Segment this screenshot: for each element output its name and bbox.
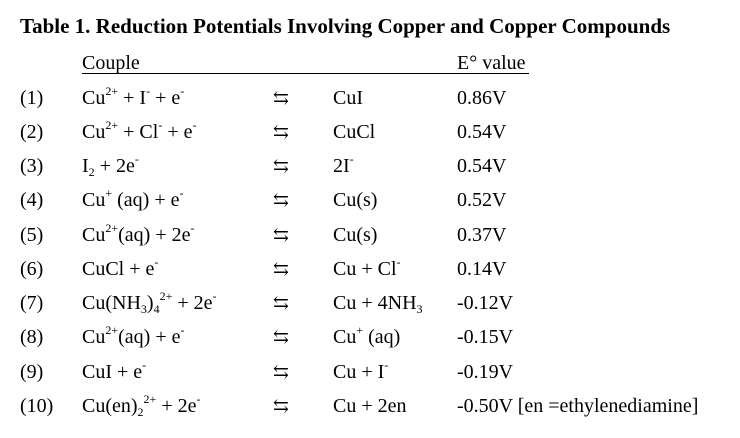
table-row xyxy=(0,323,740,360)
couple-oxidized-side: $Cu(NH_3)_4^{2+} + 2e^-$ xyxy=(82,289,217,316)
equilibrium-arrow-icon: ⇆ xyxy=(273,327,289,348)
table-row xyxy=(0,186,740,223)
row-number: (7) xyxy=(20,292,44,314)
couple-reduced-side: CuI xyxy=(333,87,363,109)
couple-oxidized-side: $I_2 + 2e^-$ xyxy=(82,152,139,179)
e-value: -0.15V xyxy=(457,326,514,348)
header-couple: Couple xyxy=(82,52,140,74)
couple-oxidized-side: $Cu^{2+}(aq) + 2e^-$ xyxy=(82,221,195,246)
row-number: (1) xyxy=(20,87,44,109)
e-value: -0.19V xyxy=(457,361,514,383)
couple-reduced-side: $Cu + 4NH_3$ xyxy=(333,292,423,316)
e-value: 0.86V xyxy=(457,87,507,109)
couple-oxidized-side: $Cu^{2+}(aq) + e^-$ xyxy=(82,323,185,348)
couple-oxidized-side: $Cu(en)_2^{2+} + 2e^-$ xyxy=(82,392,201,419)
couple-reduced-side: Cu(s) xyxy=(333,224,378,246)
table-title: Table 1. Reduction Potentials Involving Copper and Copper Compounds xyxy=(20,14,671,38)
table-row xyxy=(0,221,740,258)
table-row xyxy=(0,358,740,395)
equilibrium-arrow-icon: ⇆ xyxy=(273,396,289,417)
couple-reduced-side: Cu + Cl- xyxy=(333,255,401,280)
couple-reduced-side: 2I- xyxy=(333,152,354,177)
row-number: (10) xyxy=(20,395,54,417)
equilibrium-arrow-icon: ⇆ xyxy=(273,259,289,280)
e-value: 0.37V xyxy=(457,224,507,246)
equilibrium-arrow-icon: ⇆ xyxy=(273,122,289,143)
equilibrium-arrow-icon: ⇆ xyxy=(273,156,289,177)
e-value: 0.14V xyxy=(457,258,507,280)
couple-oxidized-side: Cu+ (aq) + e- xyxy=(82,186,184,211)
couple-reduced-side: Cu(s) xyxy=(333,189,378,211)
couple-reduced-side: Cu+ (aq) xyxy=(333,323,401,348)
row-number: (2) xyxy=(20,121,44,143)
table-row xyxy=(0,255,740,292)
couple-oxidized-side: CuCl + e- xyxy=(82,255,159,280)
row-number: (3) xyxy=(20,155,44,177)
couple-reduced-side: Cu + I- xyxy=(333,358,389,383)
couple-oxidized-side: $Cu^{2+} + I^- + e^-$ xyxy=(82,84,185,109)
couple-reduced-side: CuCl xyxy=(333,121,376,143)
table-row xyxy=(0,118,740,155)
e-value: 0.52V xyxy=(457,189,507,211)
couple-reduced-side: Cu + 2en xyxy=(333,395,407,417)
e-value: -0.50V [en =ethylenediamine] xyxy=(457,395,699,417)
table-row xyxy=(0,84,740,121)
e-value: 0.54V xyxy=(457,155,507,177)
equilibrium-arrow-icon: ⇆ xyxy=(273,225,289,246)
equilibrium-arrow-icon: ⇆ xyxy=(273,190,289,211)
equilibrium-arrow-icon: ⇆ xyxy=(273,362,289,383)
e-value: -0.12V xyxy=(457,292,514,314)
row-number: (9) xyxy=(20,361,44,383)
e-value: 0.54V xyxy=(457,121,507,143)
couple-oxidized-side: $Cu^{2+} + Cl^- + e^-$ xyxy=(82,118,197,143)
row-number: (4) xyxy=(20,189,44,211)
couple-oxidized-side: CuI + e- xyxy=(82,358,147,383)
equilibrium-arrow-icon: ⇆ xyxy=(273,293,289,314)
header-rule xyxy=(82,73,529,74)
equilibrium-arrow-icon: ⇆ xyxy=(273,88,289,109)
table-row xyxy=(0,289,740,326)
table-row xyxy=(0,392,740,429)
row-number: (6) xyxy=(20,258,44,280)
header-e-value: E° value xyxy=(457,52,526,74)
row-number: (5) xyxy=(20,224,44,246)
table-row xyxy=(0,152,740,189)
row-number: (8) xyxy=(20,326,44,348)
